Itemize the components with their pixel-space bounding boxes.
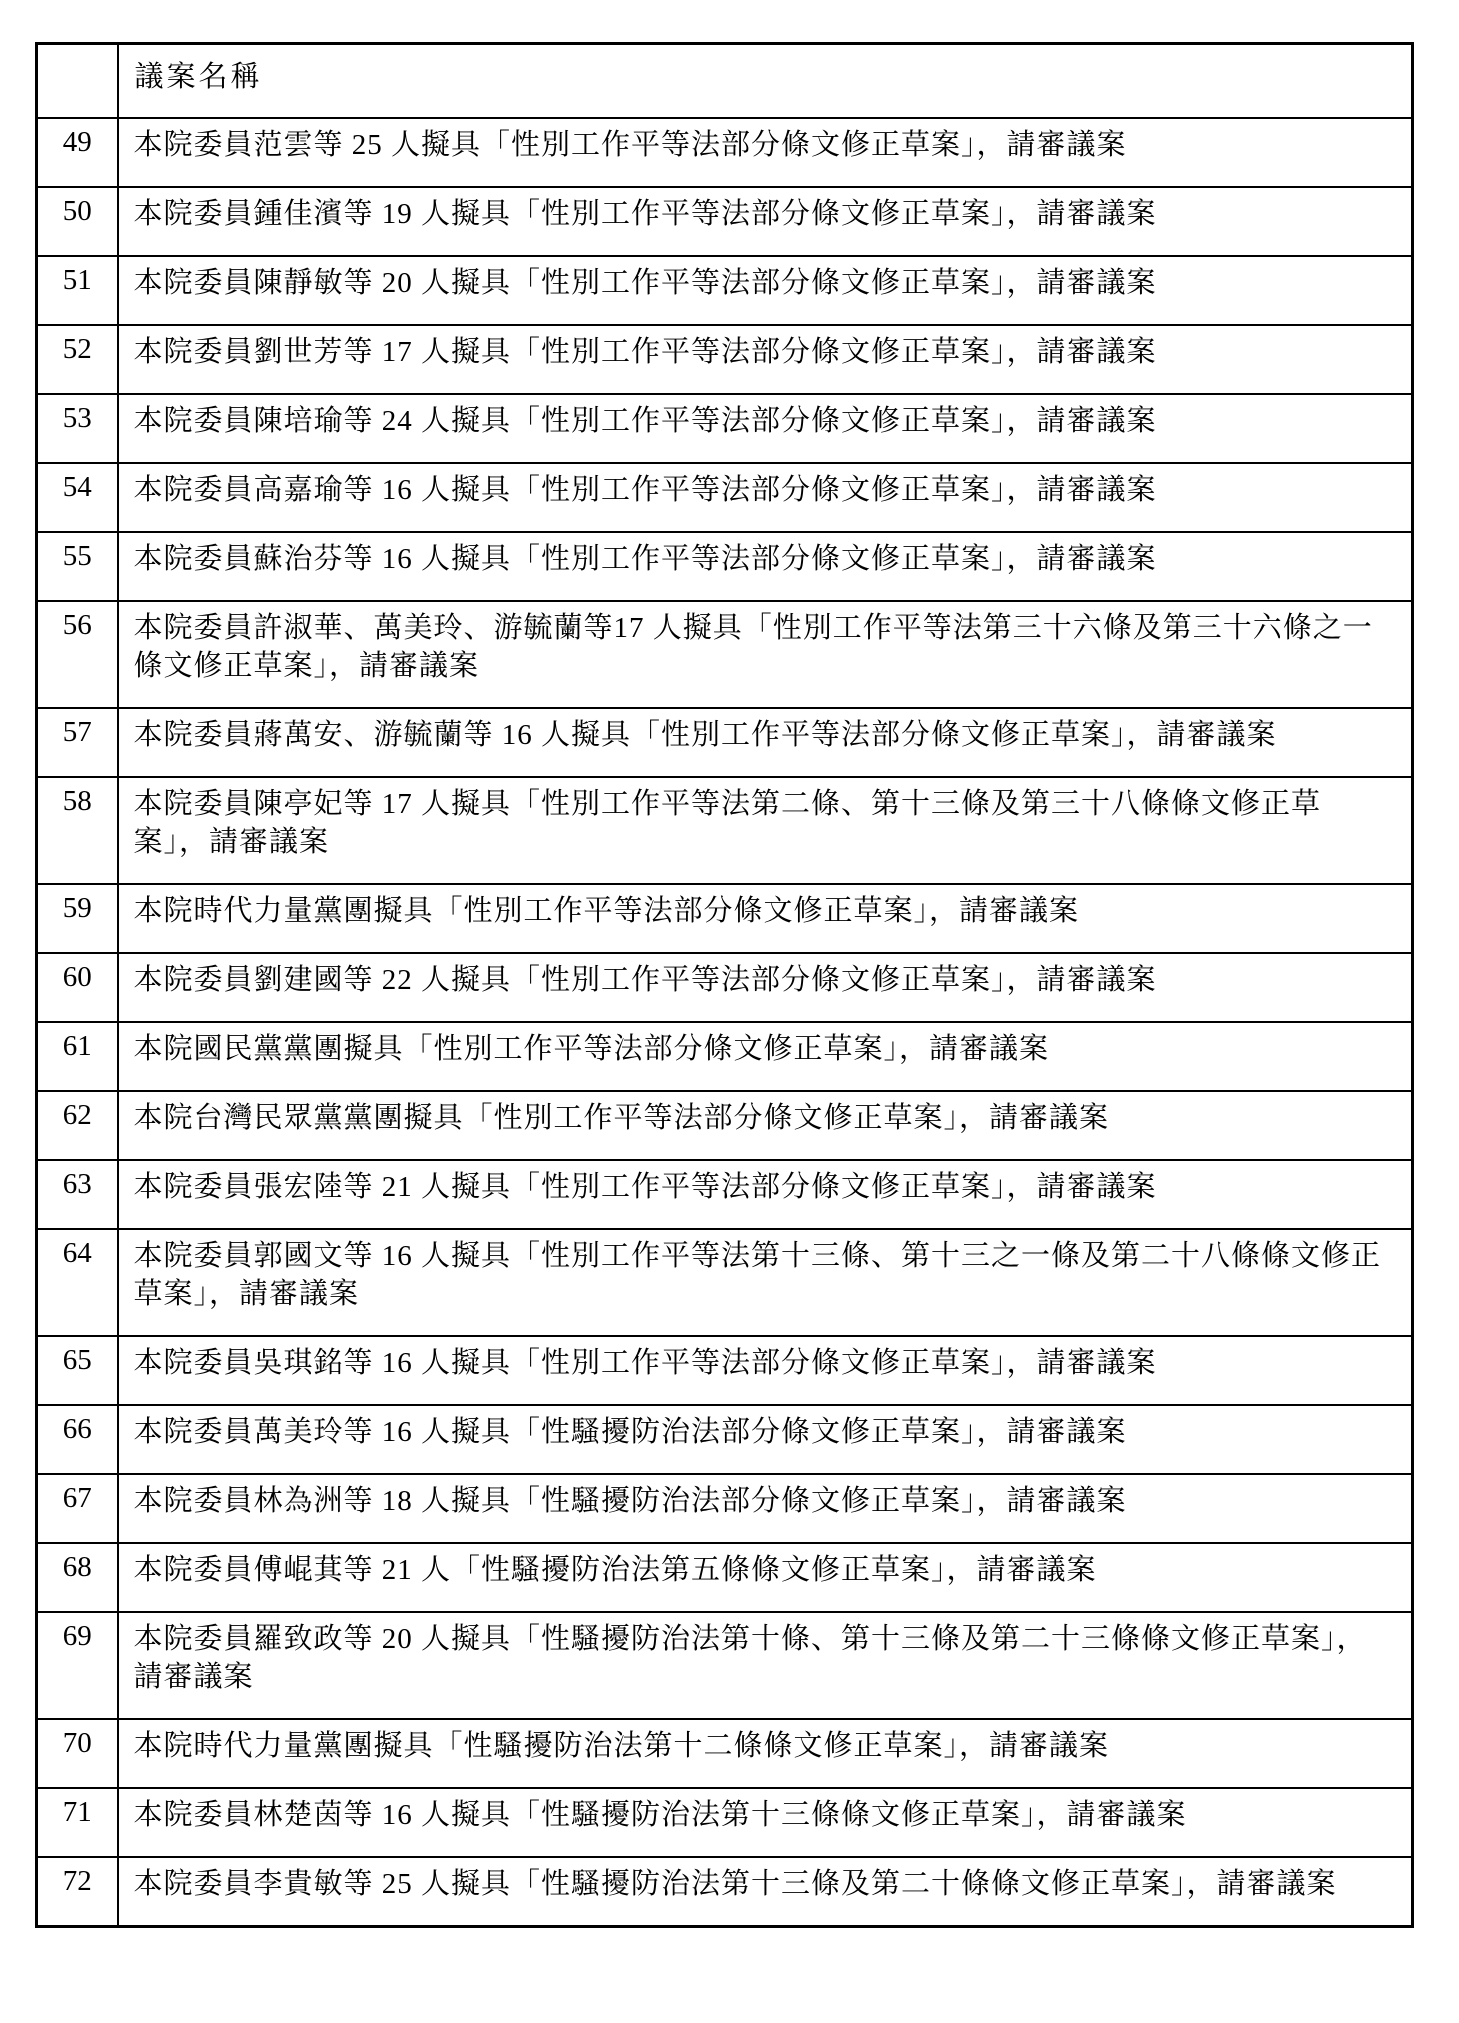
table-body [37, 118, 1413, 1927]
table-row [37, 1612, 1413, 1719]
bill-name-cell: 本院時代力量黨團擬具「性騷擾防治法第十二條條文修正草案」，請審議案 [118, 1719, 1413, 1788]
bill-number-cell: 59 [37, 884, 118, 953]
bill-name-cell: 本院委員陳亭妃等 17 人擬具「性別工作平等法第二條、第十三條及第三十八條條文修正草案」，請審議案 [118, 777, 1413, 884]
table-row [37, 708, 1413, 777]
table-row [37, 777, 1413, 884]
table-row [37, 256, 1413, 325]
bill-name-cell: 本院委員陳培瑜等 24 人擬具「性別工作平等法部分條文修正草案」，請審議案 [118, 394, 1413, 463]
bill-number-cell: 71 [37, 1788, 118, 1857]
table-row [37, 953, 1413, 1022]
bill-name-cell: 本院委員劉世芳等 17 人擬具「性別工作平等法部分條文修正草案」，請審議案 [118, 325, 1413, 394]
bill-number-cell: 63 [37, 1160, 118, 1229]
table-row [37, 1857, 1413, 1927]
bill-name-cell: 本院委員林為洲等 18 人擬具「性騷擾防治法部分條文修正草案」，請審議案 [118, 1474, 1413, 1543]
bill-number-cell: 56 [37, 601, 118, 708]
header-number-cell [37, 44, 118, 118]
bill-number-cell: 58 [37, 777, 118, 884]
table-row [37, 1405, 1413, 1474]
bill-number-cell: 50 [37, 187, 118, 256]
bill-number-cell: 49 [37, 118, 118, 187]
bill-number-cell: 65 [37, 1336, 118, 1405]
bill-name-cell: 本院委員郭國文等 16 人擬具「性別工作平等法第十三條、第十三之一條及第二十八條條文修正草案」，請審議案 [118, 1229, 1413, 1336]
bill-number-cell: 54 [37, 463, 118, 532]
bill-name-cell: 本院委員鍾佳濱等 19 人擬具「性別工作平等法部分條文修正草案」，請審議案 [118, 187, 1413, 256]
bill-name-cell: 本院委員范雲等 25 人擬具「性別工作平等法部分條文修正草案」，請審議案 [118, 118, 1413, 187]
bill-name-cell: 本院委員蘇治芬等 16 人擬具「性別工作平等法部分條文修正草案」，請審議案 [118, 532, 1413, 601]
header-bill-name-cell: 議案名稱 [118, 44, 1413, 118]
bill-number-cell: 69 [37, 1612, 118, 1719]
bill-number-cell: 61 [37, 1022, 118, 1091]
bill-number-cell: 66 [37, 1405, 118, 1474]
bill-number-cell: 68 [37, 1543, 118, 1612]
bill-name-cell: 本院委員傅崐萁等 21 人「性騷擾防治法第五條條文修正草案」，請審議案 [118, 1543, 1413, 1612]
bill-list-table [35, 42, 1414, 1928]
bill-name-cell: 本院委員李貴敏等 25 人擬具「性騷擾防治法第十三條及第二十條條文修正草案」，請審議案 [118, 1857, 1413, 1927]
bill-number-cell: 60 [37, 953, 118, 1022]
bill-number-cell: 62 [37, 1091, 118, 1160]
table-row [37, 118, 1413, 187]
bill-number-cell: 52 [37, 325, 118, 394]
table-row [37, 187, 1413, 256]
table-row [37, 1543, 1413, 1612]
table-row [37, 1719, 1413, 1788]
table-row [37, 1091, 1413, 1160]
bill-number-cell: 64 [37, 1229, 118, 1336]
table-row [37, 325, 1413, 394]
table-row [37, 1022, 1413, 1091]
bill-name-cell: 本院委員劉建國等 22 人擬具「性別工作平等法部分條文修正草案」，請審議案 [118, 953, 1413, 1022]
bill-name-cell: 本院委員許淑華、萬美玲、游毓蘭等17 人擬具「性別工作平等法第三十六條及第三十六條之一條文修正草案」，請審議案 [118, 601, 1413, 708]
table-row [37, 463, 1413, 532]
table-row [37, 1474, 1413, 1543]
bill-number-cell: 72 [37, 1857, 118, 1927]
bill-name-cell: 本院委員林楚茵等 16 人擬具「性騷擾防治法第十三條條文修正草案」，請審議案 [118, 1788, 1413, 1857]
bill-name-cell: 本院委員吳琪銘等 16 人擬具「性別工作平等法部分條文修正草案」，請審議案 [118, 1336, 1413, 1405]
bill-name-cell: 本院國民黨黨團擬具「性別工作平等法部分條文修正草案」，請審議案 [118, 1022, 1413, 1091]
bill-number-cell: 70 [37, 1719, 118, 1788]
header-row [37, 44, 1413, 118]
table-row [37, 1229, 1413, 1336]
bill-name-cell: 本院時代力量黨團擬具「性別工作平等法部分條文修正草案」，請審議案 [118, 884, 1413, 953]
table-row [37, 532, 1413, 601]
bill-name-cell: 本院委員羅致政等 20 人擬具「性騷擾防治法第十條、第十三條及第二十三條條文修正草案」，請審議案 [118, 1612, 1413, 1719]
table-row [37, 884, 1413, 953]
bill-name-cell: 本院委員蔣萬安、游毓蘭等 16 人擬具「性別工作平等法部分條文修正草案」，請審議案 [118, 708, 1413, 777]
bill-name-cell: 本院委員高嘉瑜等 16 人擬具「性別工作平等法部分條文修正草案」，請審議案 [118, 463, 1413, 532]
table-row [37, 1160, 1413, 1229]
table-row [37, 1788, 1413, 1857]
bill-name-cell: 本院台灣民眾黨黨團擬具「性別工作平等法部分條文修正草案」，請審議案 [118, 1091, 1413, 1160]
table-row [37, 601, 1413, 708]
bill-name-cell: 本院委員張宏陸等 21 人擬具「性別工作平等法部分條文修正草案」，請審議案 [118, 1160, 1413, 1229]
bill-number-cell: 53 [37, 394, 118, 463]
table-row [37, 1336, 1413, 1405]
bill-number-cell: 67 [37, 1474, 118, 1543]
table-row [37, 394, 1413, 463]
bill-name-cell: 本院委員萬美玲等 16 人擬具「性騷擾防治法部分條文修正草案」，請審議案 [118, 1405, 1413, 1474]
bill-name-cell: 本院委員陳靜敏等 20 人擬具「性別工作平等法部分條文修正草案」，請審議案 [118, 256, 1413, 325]
bill-number-cell: 55 [37, 532, 118, 601]
table-header [37, 44, 1413, 118]
bill-number-cell: 57 [37, 708, 118, 777]
bill-number-cell: 51 [37, 256, 118, 325]
